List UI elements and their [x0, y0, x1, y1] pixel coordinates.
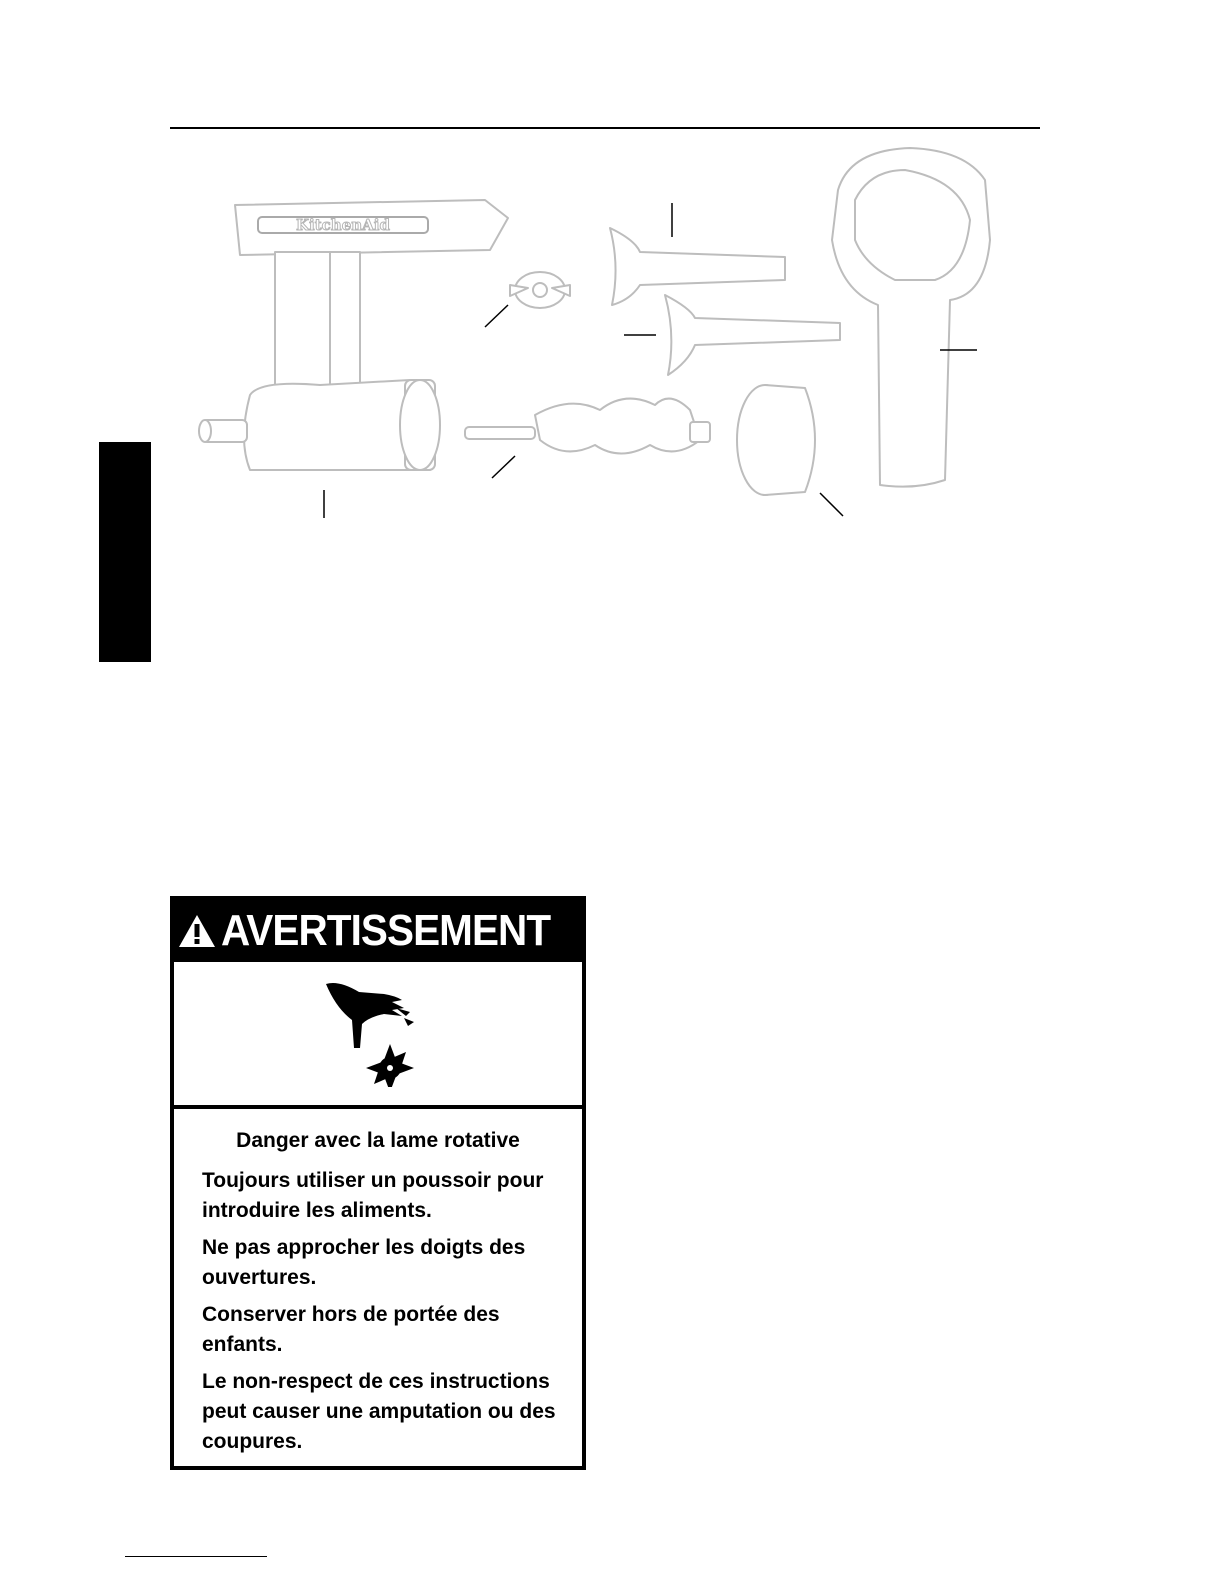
warning-line: Conserver hors de portée des enfants. [202, 1303, 500, 1357]
danger-heading: Danger avec la lame rotative [236, 1129, 520, 1152]
knife-blade [510, 272, 570, 308]
wrench-pusher [832, 148, 990, 487]
warning-line: Toujours utiliser un poussoir pour introduire les aliments. [202, 1169, 544, 1223]
warning-body [174, 1109, 582, 1457]
warning-box [170, 896, 586, 1470]
warning-triangle-icon [177, 913, 217, 949]
warning-header [174, 900, 582, 962]
footer-rule [125, 1556, 267, 1557]
warning-line: Le non-respect de ces instructions peut causer une amputation ou des coupures. [202, 1370, 556, 1454]
language-side-tab [99, 442, 151, 662]
feed-screw [465, 399, 710, 454]
warning-title: AVERTISSEMENT [221, 906, 551, 955]
parts-illustration [190, 140, 1060, 540]
ring-nut [737, 385, 815, 495]
symbol-area [174, 962, 582, 1109]
grinder-body [199, 200, 508, 470]
top-rule [170, 127, 1040, 129]
sausage-tube-large [610, 228, 785, 305]
warning-line: Ne pas approcher les doigts des ouvertures. [202, 1236, 526, 1290]
sausage-tube-small [665, 295, 840, 375]
kitchenaid-logo: KitchenAid [296, 216, 390, 234]
hand-blade-hazard-icon [314, 972, 424, 1087]
